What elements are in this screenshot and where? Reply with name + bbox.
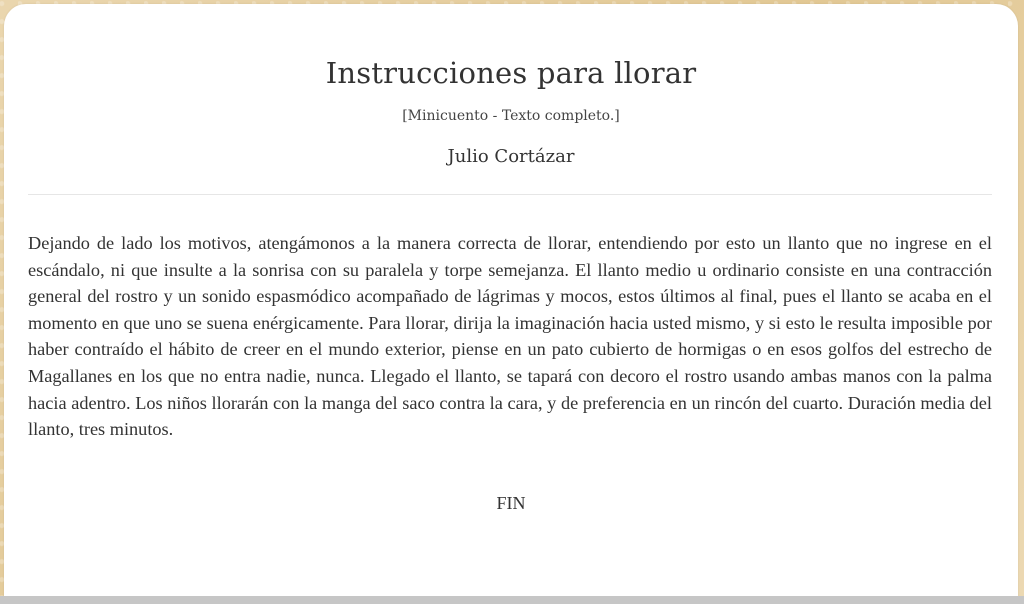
story-ending: FIN xyxy=(496,493,526,513)
story-subtitle: [Minicuento - Texto completo.] xyxy=(402,108,620,124)
story-author: Julio Cortázar xyxy=(447,146,575,167)
story-body: Dejando de lado los motivos, atengámonos a la manera correcta de llorar, entendiendo por esto un llanto que no ingrese en el escándalo, ni que insulte a la sonrisa con su paralela y torpe semejanza. El llanto medio u ordinario consiste en una contracción general del rostro y un sonido espasmódico acompañado de lágrimas y mocos, estos últimos al final, pues el llanto se acaba en el momento en que uno se suena enérgicamente. Para llorar, dirija la imaginación hacia usted mismo, y si esto le resulta imposible por haber contraído el hábito de creer en el mundo exterior, piense en un pato cubierto de hormigas o en esos golfos del estrecho de Magallanes en los que no entra nadie, nunca. Llegado el llanto, se tapará con decoro el rostro usando ambas manos con la palma hacia adentro. Los niños llorarán con la manga del saco contra la cara, y de preferencia en un rincón del cuarto. Duración media del llanto, tres minutos. xyxy=(28,233,992,440)
story-title: Instrucciones para llorar xyxy=(325,56,697,90)
title-divider xyxy=(28,194,992,195)
story-card xyxy=(4,4,1018,604)
horizontal-scrollbar[interactable] xyxy=(0,596,1024,604)
